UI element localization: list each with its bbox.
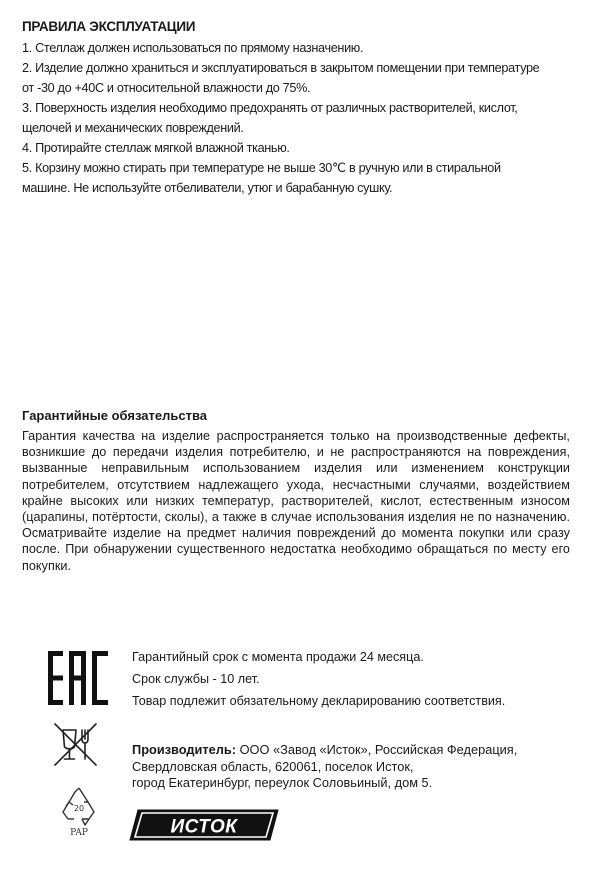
rule-line: 2. Изделие должно храниться и эксплуатироваться в закрытом помещении при температуре [22, 60, 540, 75]
brand-logo [128, 808, 280, 842]
rule-line: 3. Поверхность изделия необходимо предохранять от различных растворителей, кислот, [22, 100, 518, 115]
not-for-food-icon [50, 718, 100, 770]
rule-line: 1. Стеллаж должен использоваться по прямому назначению. [22, 40, 364, 55]
rule-line: 4. Протирайте стеллаж мягкой влажной тканью. [22, 140, 290, 155]
rule-line: щелочей и механических повреждений. [22, 120, 244, 135]
guarantee-text: Гарантия качества на изделие распространяется только на производственные дефекты, возникшие до передачи изделия потребителю, и не распространяются на повреждения, вызванные неправильным использованием изделия или изменением конструкции потребителем, отсутствием надлежащего ухода, несчастными случаями, воздействием крайне высоких или низких температур, растворителей, кислот, естественным износом (царапины, потёртости, сколы), а также в случае использования изделия не по назначению. Осматривайте изделие на предмет наличия повреждений до момента покупки или сразу после. При обнаружении существенного недостатка необходимо обращаться по месту его покупки. [22, 429, 570, 573]
recycle-code: PAP [70, 828, 88, 837]
manufacturer-info [132, 742, 517, 792]
rule-line: от -30 до +40С и относительной влажности до 75%. [22, 80, 311, 95]
rule-line: машине. Не используйте отбеливатели, утюг и барабанную сушку. [22, 180, 393, 195]
guarantee-title: Гарантийные обязательства [22, 408, 207, 423]
operating-rules [22, 18, 594, 198]
rules-title: ПРАВИЛА ЭКСПЛУАТАЦИИ [22, 19, 196, 34]
eac-mark-icon [48, 651, 108, 705]
rule-line: 5. Корзину можно стирать при температуре не выше 30℃ в ручную или в стиральной [22, 160, 501, 175]
manufacturer-line: ООО «Завод «Исток», Российская Федерация, [236, 742, 518, 757]
guarantee-section [22, 407, 570, 574]
service-life-text: Срок службы - 10 лет. [132, 672, 260, 686]
brand-logo-text: ИСТОК [170, 816, 238, 838]
manufacturer-line: город Екатеринбург, переулок Соловьиный, дом 5. [132, 775, 433, 790]
manufacturer-line: Свердловская область, 620061, поселок Исток, [132, 758, 414, 774]
declaration-text: Товар подлежит обязательному декларированию соответствия. [132, 694, 506, 708]
recycle-icon [58, 785, 100, 837]
warranty-period-text: Гарантийный срок с момента продажи 24 месяца. [132, 650, 424, 664]
manufacturer-label: Производитель: [132, 742, 237, 757]
recycle-number: 20 [73, 804, 85, 813]
